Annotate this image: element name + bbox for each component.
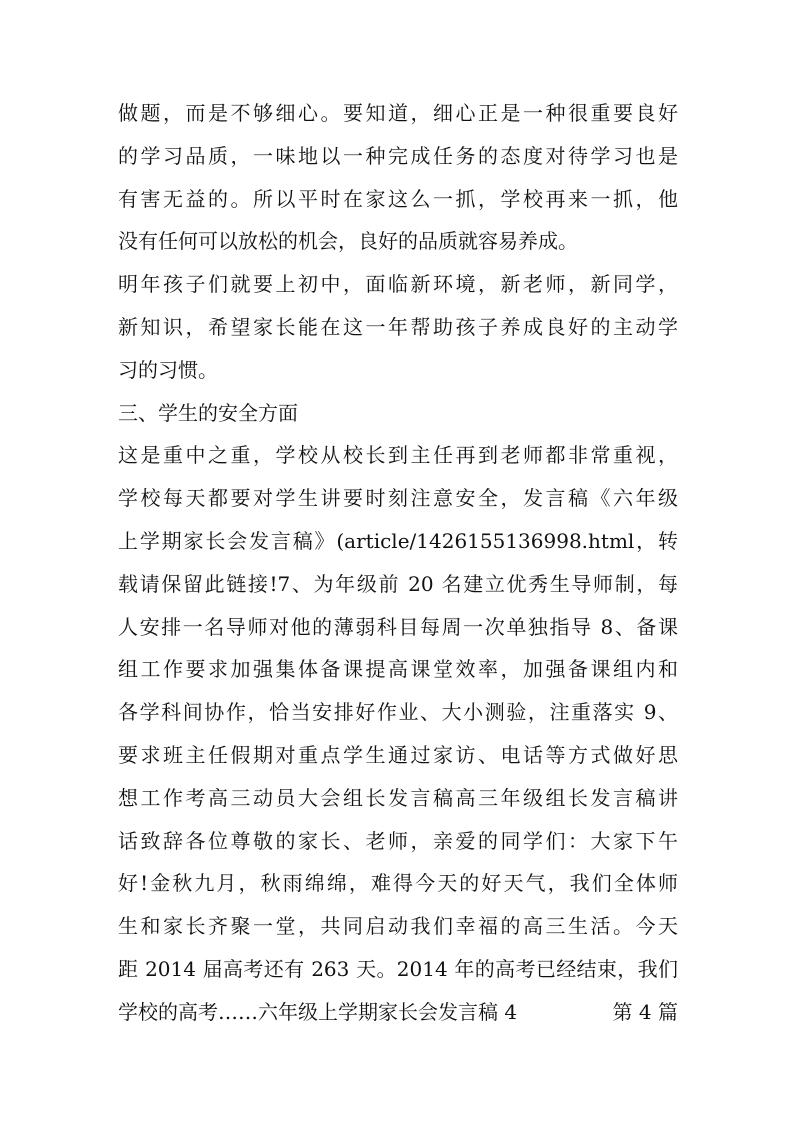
page-label: 第 4 篇 [612, 999, 678, 1024]
text-line: 习的习惯。 [118, 357, 218, 382]
text-line: 各学科间协作，恰当安排好作业、大小测验，注重落实 9、 [118, 700, 678, 725]
section-heading: 三、学生的安全方面 [118, 400, 298, 425]
text-line: 有害无益的。所以平时在家这么一抓，学校再来一抓，他 [118, 186, 678, 211]
text-line: 要求班主任假期对重点学生通过家访、电话等方式做好思 [118, 742, 678, 767]
text-line: 学校每天都要对学生讲要时刻注意安全，发言稿《六年级 [118, 486, 678, 511]
text-line: 没有任何可以放松的机会，良好的品质就容易养成。 [118, 229, 578, 254]
text-line: 人安排一名导师对他的薄弱科目每周一次单独指导 8、备课 [118, 614, 678, 639]
text-line: 新知识，希望家长能在这一年帮助孩子养成良好的主动学 [118, 314, 678, 339]
text-line: 好!金秋九月，秋雨绵绵，难得今天的好天气，我们全体师 [118, 871, 678, 896]
text-line: 做题，而是不够细心。要知道，细心正是一种很重要良好 [118, 101, 678, 125]
text-line: 这是重中之重，学校从校长到主任再到老师都非常重视， [118, 443, 678, 468]
body-text [118, 92, 678, 1034]
text-line: 想工作考高三动员大会组长发言稿高三年级组长发言稿讲 [118, 785, 678, 810]
text-line-with-page-label [118, 991, 678, 1034]
text-line: 载请保留此链接!7、为年级前 20 名建立优秀生导师制，每 [118, 571, 678, 596]
text-line: 组工作要求加强集体备课提高课堂效率，加强备课组内和 [118, 657, 678, 682]
text-line: 的学习品质，一味地以一种完成任务的态度对待学习也是 [118, 143, 678, 168]
text-line: 距 2014 届高考还有 263 天。2014 年的高考已经结束，我们 [118, 956, 678, 981]
text-line: 明年孩子们就要上初中，面临新环境，新老师，新同学， [118, 272, 678, 297]
text-line: 话致辞各位尊敬的家长、老师，亲爱的同学们：大家下午 [118, 828, 678, 853]
last-line-text: 学校的高考……六年级上学期家长会发言稿 4 [118, 999, 518, 1024]
text-line: 上学期家长会发言稿》(article/1426155136998.html，转 [118, 528, 678, 553]
text-line: 生和家长齐聚一堂，共同启动我们幸福的高三生活。今天 [118, 914, 678, 939]
